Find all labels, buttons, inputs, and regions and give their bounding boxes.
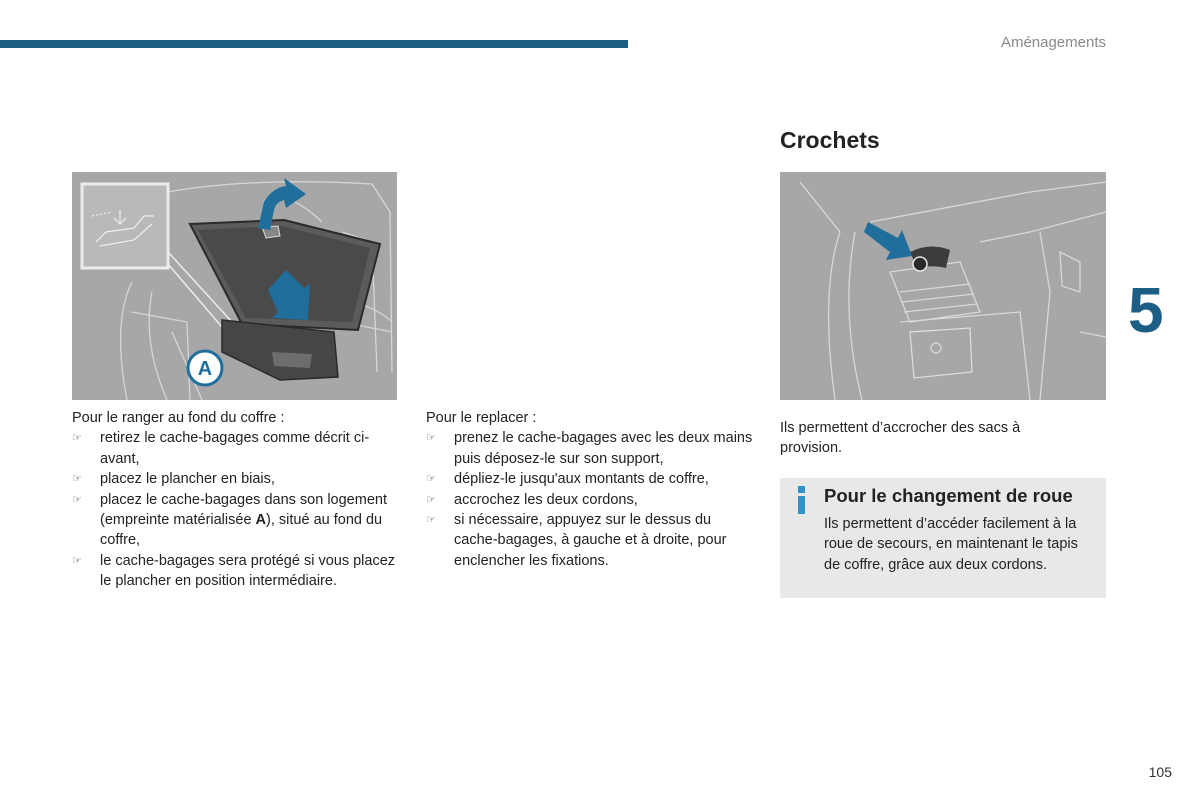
hooks-illustration bbox=[780, 172, 1106, 400]
finger-pointer-icon: ☞ bbox=[426, 472, 436, 486]
list-item: ☞ le cache-bagages sera protégé si vous placez le plancher en position intermédiaire. bbox=[72, 552, 396, 590]
info-box-text: Ils permettent d’accéder facilement à la roue de secours, en maintenant le tapis de coffre, grâce aux deux cordons. bbox=[824, 516, 1078, 573]
info-box-title: Pour le changement de roue bbox=[824, 485, 1073, 506]
parcel-shelf-storage-illustration bbox=[72, 172, 397, 400]
finger-pointer-icon: ☞ bbox=[72, 431, 82, 445]
page-number: 105 bbox=[1148, 764, 1172, 780]
list-item: ☞ retirez le cache-bagages comme décrit ci-avant, bbox=[72, 430, 370, 467]
list-item: ☞ accrochez les deux cordons, bbox=[426, 490, 756, 510]
marker-label-a: A bbox=[197, 358, 213, 380]
info-icon bbox=[794, 486, 808, 514]
storage-intro: Pour le ranger au fond du coffre : bbox=[72, 410, 285, 426]
list-item: ☞ placez le plancher en biais, bbox=[72, 469, 402, 489]
list-item: ☞ si nécessaire, appuyez sur le dessus du cache-bagages, à gauche et à droite, pour enclencher les fixations. bbox=[426, 512, 727, 569]
chapter-number: 5 bbox=[1128, 274, 1164, 346]
list-item: ☞ prenez le cache-bagages avec les deux mains puis déposez-le sur son support, bbox=[426, 430, 753, 467]
finger-pointer-icon: ☞ bbox=[72, 553, 82, 567]
replacement-steps bbox=[426, 428, 756, 571]
finger-pointer-icon: ☞ bbox=[72, 492, 82, 506]
crochets-heading: Crochets bbox=[780, 127, 880, 153]
finger-pointer-icon: ☞ bbox=[426, 431, 436, 445]
crochets-description: Ils permettent d’accrocher des sacs à provision. bbox=[780, 420, 1021, 457]
list-item: ☞ placez le cache-bagages dans son logement (empreinte matérialisée A), situé au fond du coffre, bbox=[72, 491, 387, 549]
info-box bbox=[780, 478, 1106, 598]
list-item: ☞ dépliez-le jusqu'aux montants de coffre, bbox=[426, 469, 756, 489]
finger-pointer-icon: ☞ bbox=[72, 472, 82, 486]
finger-pointer-icon: ☞ bbox=[426, 492, 436, 506]
replacement-intro: Pour le replacer : bbox=[426, 410, 537, 426]
storage-instructions bbox=[72, 408, 402, 592]
finger-pointer-icon: ☞ bbox=[426, 513, 436, 527]
hooks-drawing bbox=[780, 172, 1106, 400]
header-accent-bar bbox=[0, 40, 628, 48]
parcel-shelf-drawing bbox=[72, 172, 397, 400]
replacement-instructions bbox=[426, 408, 756, 571]
section-title: Aménagements bbox=[1000, 34, 1106, 51]
storage-steps bbox=[72, 428, 402, 591]
